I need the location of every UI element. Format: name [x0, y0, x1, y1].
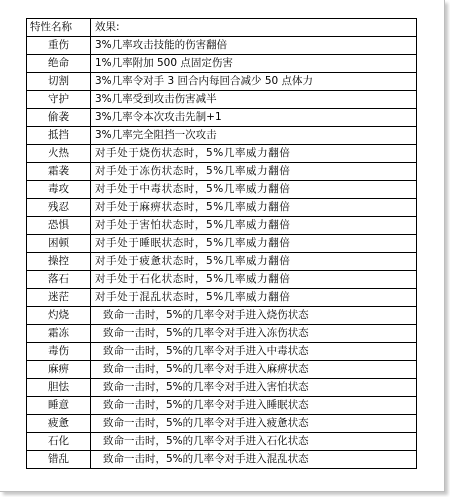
trait-name-cell: 抵挡 — [27, 127, 91, 145]
table-row — [27, 181, 417, 199]
table-row — [27, 379, 417, 397]
table-row — [27, 343, 417, 361]
trait-effect-cell: 对手处于冻伤状态时，5%几率威力翻倍 — [91, 163, 417, 181]
table-row — [27, 199, 417, 217]
table-row — [27, 91, 417, 109]
trait-effect-cell: 3%几率令本次攻击先制+1 — [91, 109, 417, 127]
trait-effect-cell: 3%几率令对手 3 回合内每回合减少 50 点体力 — [91, 73, 417, 91]
trait-name-cell: 霜袭 — [27, 163, 91, 181]
trait-name-cell: 偷袭 — [27, 109, 91, 127]
table-row — [27, 55, 417, 73]
trait-name-cell: 残忍 — [27, 199, 91, 217]
trait-name-cell: 毒伤 — [27, 343, 91, 361]
table-row — [27, 451, 417, 469]
trait-effect-cell: 致命一击时，5%的几率令对手进入疲惫状态 — [91, 415, 417, 433]
trait-name-cell: 重伤 — [27, 37, 91, 55]
table-row — [27, 235, 417, 253]
trait-name-cell: 灼烧 — [27, 307, 91, 325]
trait-name-cell: 切割 — [27, 73, 91, 91]
header-name-cell: 特性名称 — [27, 19, 91, 37]
trait-name-cell: 困顿 — [27, 235, 91, 253]
trait-effect-cell: 致命一击时，5%的几率令对手进入石化状态 — [91, 433, 417, 451]
header-effect-cell: 效果: — [91, 19, 417, 37]
trait-effect-cell: 对手处于疲惫状态时，5%几率威力翻倍 — [91, 253, 417, 271]
table-row — [27, 289, 417, 307]
trait-effect-cell: 1%几率附加 500 点固定伤害 — [91, 55, 417, 73]
trait-effect-cell: 3%几率受到攻击伤害减半 — [91, 91, 417, 109]
trait-effect-cell: 对手处于烧伤状态时，5%几率威力翻倍 — [91, 145, 417, 163]
trait-effect-cell: 对手处于石化状态时，5%几率威力翻倍 — [91, 271, 417, 289]
table-row — [27, 433, 417, 451]
trait-name-cell: 火热 — [27, 145, 91, 163]
trait-effect-cell: 致命一击时，5%的几率令对手进入害怕状态 — [91, 379, 417, 397]
trait-name-cell: 睡意 — [27, 397, 91, 415]
table-row — [27, 145, 417, 163]
table-row — [27, 271, 417, 289]
trait-effect-cell: 致命一击时，5%的几率令对手进入睡眠状态 — [91, 397, 417, 415]
table-row — [27, 307, 417, 325]
table-row — [27, 415, 417, 433]
trait-effect-cell: 3%几率攻击技能的伤害翻倍 — [91, 37, 417, 55]
table-row — [27, 109, 417, 127]
trait-name-cell: 错乱 — [27, 451, 91, 469]
trait-name-cell: 操控 — [27, 253, 91, 271]
trait-effect-cell: 致命一击时，5%的几率令对手进入中毒状态 — [91, 343, 417, 361]
table-row — [27, 37, 417, 55]
trait-name-cell: 胆怯 — [27, 379, 91, 397]
trait-effect-cell: 对手处于害怕状态时，5%几率威力翻倍 — [91, 217, 417, 235]
trait-effect-cell: 3%几率完全阻挡一次攻击 — [91, 127, 417, 145]
trait-effect-cell: 对手处于中毒状态时，5%几率威力翻倍 — [91, 181, 417, 199]
table-row — [27, 73, 417, 91]
trait-table — [26, 18, 417, 469]
table-row — [27, 325, 417, 343]
trait-effect-cell: 致命一击时，5%的几率令对手进入烧伤状态 — [91, 307, 417, 325]
trait-name-cell: 石化 — [27, 433, 91, 451]
trait-name-cell: 迷茫 — [27, 289, 91, 307]
trait-effect-cell: 致命一击时，5%的几率令对手进入冻伤状态 — [91, 325, 417, 343]
table-row — [27, 397, 417, 415]
table-row — [27, 127, 417, 145]
trait-effect-cell: 致命一击时，5%的几率令对手进入麻痹状态 — [91, 361, 417, 379]
trait-name-cell: 毒攻 — [27, 181, 91, 199]
trait-effect-cell: 致命一击时，5%的几率令对手进入混乱状态 — [91, 451, 417, 469]
trait-effect-cell: 对手处于混乱状态时，5%几率威力翻倍 — [91, 289, 417, 307]
trait-name-cell: 绝命 — [27, 55, 91, 73]
trait-name-cell: 疲惫 — [27, 415, 91, 433]
trait-effect-cell: 对手处于睡眠状态时，5%几率威力翻倍 — [91, 235, 417, 253]
table-row — [27, 361, 417, 379]
trait-name-cell: 落石 — [27, 271, 91, 289]
table-header-row — [27, 19, 417, 37]
table-row — [27, 217, 417, 235]
trait-name-cell: 麻痹 — [27, 361, 91, 379]
table-row — [27, 163, 417, 181]
trait-name-cell: 霜冻 — [27, 325, 91, 343]
trait-effect-cell: 对手处于麻痹状态时，5%几率威力翻倍 — [91, 199, 417, 217]
trait-name-cell: 守护 — [27, 91, 91, 109]
trait-name-cell: 恐惧 — [27, 217, 91, 235]
table-row — [27, 253, 417, 271]
